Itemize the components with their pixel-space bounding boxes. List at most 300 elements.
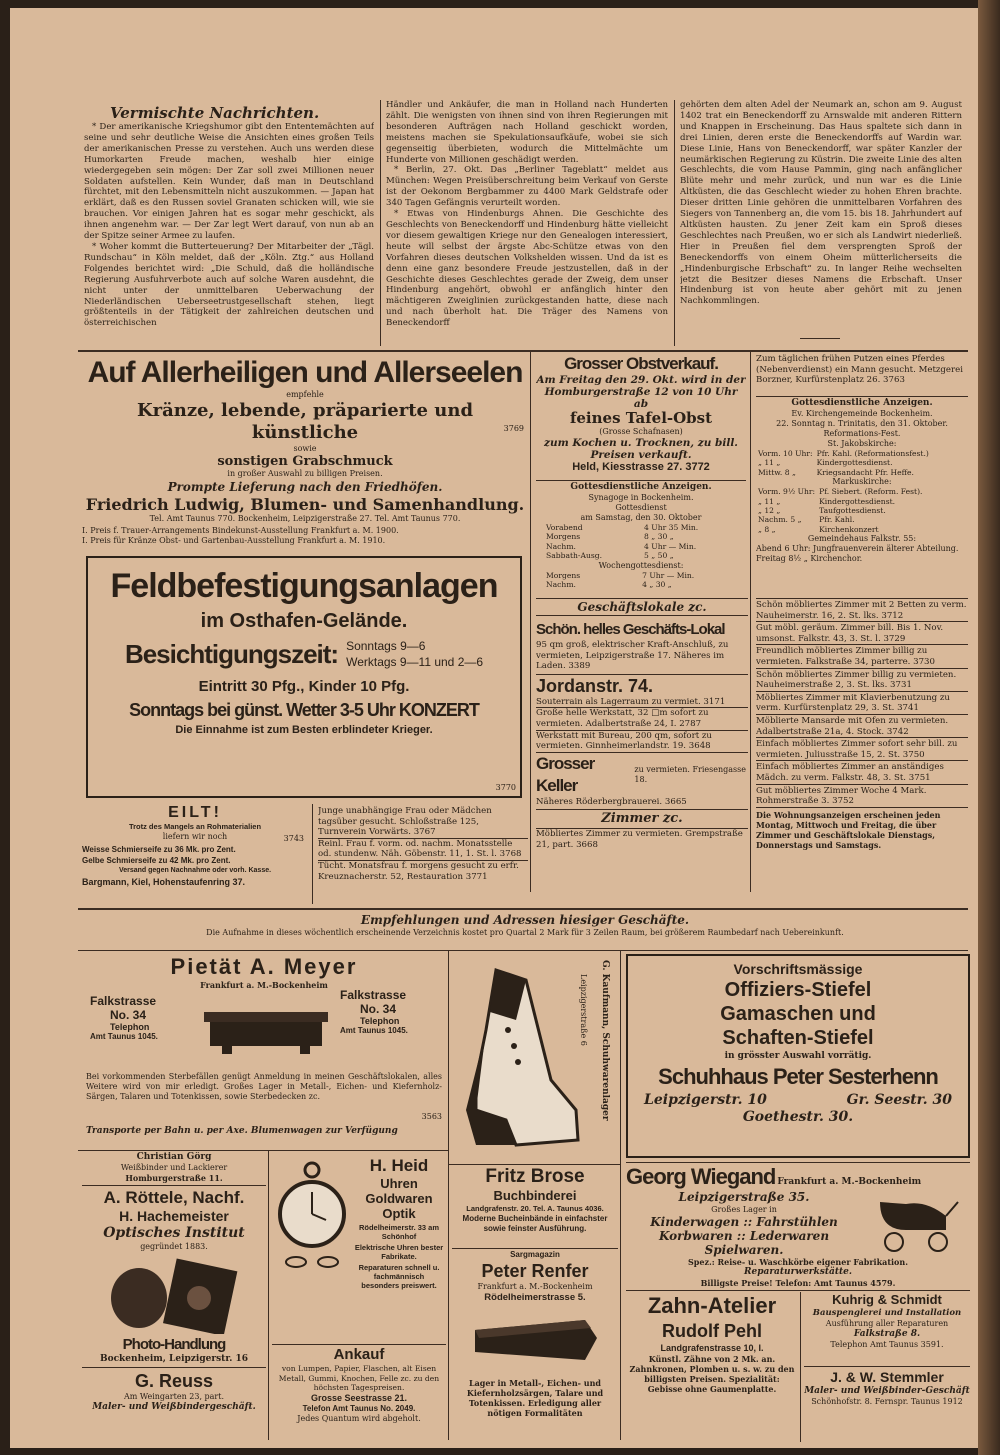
- ad-text: No. 34: [110, 1008, 147, 1022]
- ad-text: Maler- und Weißbinder-Geschäft: [804, 1386, 970, 1396]
- table-cell: Vorm. 10 Uhr:: [758, 449, 813, 458]
- ad-number: 3768: [499, 849, 522, 860]
- table-cell: Pfr. Kahl. (Reformationsfest.): [816, 449, 929, 458]
- table-row: [544, 532, 700, 541]
- ad-eilt: [82, 804, 308, 906]
- ad-divider: [536, 480, 746, 481]
- table-cell: „ 8 „: [758, 524, 776, 534]
- ad-text: 95 qm groß, elektrischer Kraft-Anschluß, zu vermieten, Leipzigerstraße 17. Näheres im Laden.: [536, 640, 729, 672]
- ad-address: Falkstraße 8.: [853, 1328, 921, 1339]
- ad-text: liefern wir noch: [162, 831, 228, 841]
- column-divider: [448, 1150, 449, 1440]
- room-listings: [756, 598, 968, 894]
- schedule-table: [544, 523, 700, 561]
- ad-heid: [272, 1152, 446, 1342]
- table-row: [756, 497, 924, 506]
- ad-divider: [272, 1344, 446, 1345]
- ad-divider: [804, 1366, 970, 1367]
- ad-text: Gut möbliertes Zimmer Woche 4 Mark. Rohmerstraße 3.: [756, 785, 927, 807]
- table-row: [756, 506, 924, 515]
- ad-text: Näheres Röderbergbrauerei.: [536, 796, 663, 807]
- ad-award: I. Preis für Kränze Obst- und Gartenbau-Ausstellung Frankfurt a. M. 1910.: [82, 536, 386, 545]
- table-cell: Vorabend: [546, 523, 583, 532]
- table-cell: 5 „ 50 „: [644, 551, 674, 561]
- ad-text: Amt Taunus 1045.: [340, 1026, 408, 1035]
- ad-hours: [346, 638, 483, 670]
- ad-divider: [626, 1162, 970, 1163]
- ad-divider: [82, 1367, 266, 1368]
- ad-text: Souterrain als Lagerraum zu vermiet.: [536, 696, 701, 707]
- ad-title: Gottesdienstliche Anzeigen.: [570, 482, 712, 492]
- ad-left-address: [90, 994, 158, 1041]
- news-column-1: [84, 122, 374, 348]
- ad-text: Telephon: [360, 1016, 400, 1026]
- coffin-icon: [465, 1308, 605, 1374]
- ad-text: Sonntags bei günst. Wetter 3-5 Uhr KONZERT: [129, 700, 479, 720]
- ad-text: Optik: [382, 1206, 416, 1221]
- camera-icon: [99, 1254, 249, 1334]
- ad-text: Telephon: [110, 1022, 150, 1032]
- ad-text: Sonntags 9—6: [346, 639, 426, 653]
- coffin-icon: [202, 1006, 332, 1058]
- column-divider: [750, 352, 751, 892]
- boot-icon: [456, 960, 586, 1160]
- ad-title: Fritz Brose: [485, 1166, 585, 1187]
- ad-text: Telephon Amt Taunus 3591.: [830, 1339, 944, 1349]
- table-cell: 4 Uhr — Min.: [644, 541, 697, 551]
- ad-number: 3563: [421, 1112, 442, 1121]
- ad-number: 3772: [685, 461, 710, 473]
- ad-besichtigung: [88, 638, 520, 670]
- table-cell: 7 Uhr — Min.: [642, 570, 695, 580]
- ad-number: 3743: [283, 834, 304, 843]
- ad-body: [626, 1190, 862, 1257]
- table-row: [544, 542, 700, 551]
- ad-text: Möbliertes Zimmer mit Klavierbenutzung zu verm. Kurfürstenplatz 29, 3. St.: [756, 692, 950, 714]
- table-cell: Kriegsandacht Pfr. Heffe.: [816, 467, 914, 477]
- news-paragraph: gehörten dem alten Adel der Neumark an, schon am 9. August 1402 trat ein Beneckendorff zu Arnswalde mit anderen Rittern und Knappen in Erscheinung. Das Haus spaltete sich dann in drei Linien, deren erste die Beneckendorffs auf Wardin war. Diese Linie, Hans von Beneckendorff, war später Kanzler der neumärkischen Regierung zu Küstrin. Die zweite Linie des alten Geschlechts, die vom Hause Pammin, ging nach anfänglicher Blüte mehr und mehr zurück, und nun war es die Linie Altküsten, die das Geschlecht wieder zu hohen Ehren brachte. Dieser dritten Linie gehören die unmittelbaren Vorfahren des Siegers von Tannenberg an, die vom 15. bis 18. Jahrhundert auf Altküsten hausten. Zu jener Zeit kam ein Sproß dieses Geschlechtes nach Preußen, wo er sich als Landwirt niederließ. Hier in Preußen fiel dem versprengten Sproß der Beneckendorffs von einem Oheim mütterlicherseits die „Hindenburgische Erbschaft“ zu. In langer Reihe wechselten jetzt die Besitzer dieses Namens die Erbschaft. Unser Hindenburg ist von heute aber gehört mit zu jenen Nachkommlingen.: [680, 100, 962, 307]
- ad-address: Leipzigerstraße 35.: [678, 1190, 810, 1204]
- list-item: [756, 644, 968, 667]
- ad-text: Besichtigungszeit:: [124, 639, 339, 669]
- ad-text: Freitag 8½ „ Kirchenchor.: [756, 554, 863, 564]
- ad-divider: [756, 396, 968, 397]
- ad-synagoge: [536, 482, 746, 594]
- ad-text: Junge unabhängige Frau oder Mädchen tagsüber gesucht. Schloßstraße 125, Turnverein Vorwärts.: [318, 806, 492, 838]
- ad-text: Eintritt 30 Pfg., Kinder 10 Pfg.: [198, 678, 410, 695]
- ad-title: Jordanstr. 74.: [536, 674, 748, 697]
- news-column-3: [680, 100, 962, 332]
- news-paragraph: Händler und Ankäufer, die man in Holland nach Hunderten zählt. Die wenigsten von ihnen sind von ihren Regierungen mit besonderen Aufträgen nach Holland geschickt worden, meistens machen sie Spekulationsaufkäufe, wobei sie sich gegenseitig überbieten, wodurch die Mittelmächte um Hunderte von Millionen geschädigt werden.: [386, 100, 668, 165]
- ad-number: 3729: [883, 633, 906, 644]
- ad-number: 3767: [413, 827, 436, 838]
- ad-text: Gut möbl. geräum. Zimmer bill. Bis 1. Nov. umsonst. Falkstr. 43, 3. St. l.: [756, 623, 944, 644]
- ad-address: Am Weingarten 23, part.: [123, 1392, 225, 1401]
- ad-title: Grosser Keller: [536, 753, 595, 795]
- ad-text: Falkstrasse: [90, 994, 157, 1008]
- ad-address: Gr. Seestr. 30: [846, 1092, 952, 1108]
- ad-text: Jedes Quantum wird abgeholt.: [297, 1413, 421, 1423]
- ad-divider: [452, 1248, 618, 1249]
- table-row: [756, 458, 931, 467]
- ad-gottesdienst: [756, 398, 968, 594]
- list-item: [756, 760, 968, 783]
- ad-text: sowie: [293, 444, 317, 453]
- ad-title: Zahn-Atelier: [647, 1293, 777, 1318]
- ad-text: Reinl. Frau f. vorm. od. nachm. Monatsstelle od. stundenw. Näh. Göbenstr. 11, 1. St. l.: [318, 838, 513, 860]
- ad-divider: [448, 1164, 620, 1165]
- ad-text: Vorschriftsmässige: [733, 961, 863, 977]
- ad-text: Werkstatt mit Bureau, 200 qm, sofort zu vermieten. Ginnheimerlandstr. 19.: [536, 730, 712, 752]
- ad-title: Christian Görg: [136, 1152, 212, 1162]
- ad-text: Zum täglichen frühen Putzen eines Pferdes (Nebenverdienst) ein Mann gesucht. Metzgerei Borzner, Kurfürstenplatz 26.: [756, 354, 963, 386]
- ad-text: [536, 640, 748, 672]
- list-item: [756, 784, 968, 807]
- news-paragraph: * Woher kommt die Butterteuerung? Der Mitarbeiter der „Tägl. Rundschau“ in Köln meldet, daß der „Köln. Ztg.“ aus Holland Folgendes berichtet wird: „Die Schuld, daß die holländische Regierung Ausfuhrverbote auch auf solche Waren ausdehnt, die nicht unter der unmittelbaren Ueberwachung der Niederländischen Ueberseetrustgesellschaft stehen, liegt größtenteils in der Tätigkeit der zahlreichen deutschen und österreichischen: [84, 241, 374, 329]
- table-cell: 4 „ 30 „: [642, 580, 672, 590]
- ad-number: 3769: [503, 424, 524, 433]
- ad-text: [536, 829, 748, 850]
- table-cell: Kindergottesdienst.: [819, 496, 896, 506]
- table-row: [544, 580, 696, 589]
- column-divider: [380, 100, 381, 346]
- ad-text: empfehle: [286, 390, 324, 399]
- ad-award: I. Preis f. Trauer-Arrangements Bindekunst-Ausstellung Frankfurt a. M. 1900.: [82, 526, 399, 535]
- ad-text: Freundlich möbliertes Zimmer billig zu vermieten. Falkstraße 34, parterre.: [756, 646, 928, 667]
- ad-text: Weisse Schmierseife zu 36 Mk. pro Zent.: [82, 844, 236, 854]
- ad-number: 3771: [465, 871, 488, 882]
- ad-title: Auf Allerheiligen und Allerseelen: [87, 356, 523, 389]
- ad-text: in großer Auswahl zu billigen Preisen.: [227, 469, 383, 478]
- ad-text: Kinderwagen :: Fahrstühlen: [650, 1215, 838, 1229]
- ad-lieferung: Prompte Lieferung nach den Friedhöfen.: [167, 480, 443, 494]
- list-item: [756, 691, 968, 714]
- list-item: [318, 838, 528, 860]
- ad-brose: [452, 1166, 618, 1248]
- ad-title: Ankauf: [333, 1346, 385, 1363]
- ad-text: 22. Sonntag n. Trinitatis, den 31. Oktober.: [776, 419, 948, 428]
- ad-text: von Lumpen, Papier, Flaschen, alt Eisen Metall, Gummi, Knochen, Felle zc. zu den höchsten Tagespreisen.: [278, 1364, 440, 1393]
- ad-text: [536, 797, 748, 808]
- ad-address: Goethestr. 30.: [742, 1109, 854, 1125]
- section-divider: [78, 350, 968, 352]
- ad-addresses: [628, 1092, 968, 1108]
- ad-text: Optisches Institut: [103, 1225, 245, 1241]
- ad-title: Grosser Obstverkauf.: [564, 354, 718, 373]
- ad-text: Bei vorkommenden Sterbefällen genügt Anmeldung in meinen Geschäftslokalen, alles Weitere wird von mir erledigt. Großes Lager in Metall-, Eichen- und Kiefernholz-Särgen, Talaren und Totenkissen, sowie Sterbedecken zc.: [86, 1072, 442, 1101]
- section-title: Zimmer zc.: [536, 809, 748, 829]
- ad-text: Uhren: [380, 1176, 418, 1191]
- ad-text: [536, 707, 748, 729]
- ad-text: Reparaturen schnell u. fachmännisch besonders preiswert.: [358, 1263, 440, 1290]
- ad-title: Schön. helles Geschäfts-Lokal: [536, 621, 725, 638]
- ad-vertical-text: G. Kaufmann, Schuhwarenlager: [600, 960, 610, 1121]
- news-paragraph: * Berlin, 27. Okt. Das „Berliner Tageblatt“ meldet aus München: Wegen Preisüberschreitung beim Verkauf von Gerste ist der Oekonom Bergbammer zu 4400 Mark Geldstrafe oder 340 Tagen Gefängnis verurteilt worden.: [386, 165, 668, 209]
- ad-obstverkauf: [536, 354, 746, 480]
- ad-feldbefestigung: [86, 556, 522, 798]
- rooms-note: Die Wohnungsanzeigen erscheinen jeden Montag, Mittwoch und Freitag, die über Zimmer und Geschäftslokale Dienstags, Donnerstags und Samstags.: [756, 807, 968, 850]
- ad-text: Trotz des Mangels an Rohmaterialien: [128, 822, 262, 831]
- schedule-table: [756, 487, 924, 534]
- ad-text: Gelbe Schmierseife zu 42 Mk. pro Zent.: [82, 855, 231, 865]
- ad-text: [536, 697, 748, 708]
- ad-number: 3763: [883, 375, 905, 386]
- ad-kaufmann: [452, 954, 618, 1164]
- ad-text: Reparaturwerkstätte.: [743, 1267, 853, 1277]
- column-divider: [800, 1292, 801, 1442]
- ad-text: Billigste Preise! Telefon: Amt Taunus 4579.: [700, 1278, 896, 1288]
- table-cell: 8 „ 30 „: [644, 532, 674, 542]
- ad-text: Tücht. Monatsfrau f. morgens gesucht zu erfr. Kreuznacherstr. 52, Restauration: [318, 860, 519, 882]
- ad-company: Schuhhaus Peter Sesterhenn: [658, 1064, 938, 1089]
- ad-text: Sargmagazin: [510, 1250, 560, 1259]
- ad-title: Pietät A. Meyer: [170, 954, 358, 979]
- table-cell: Morgens: [546, 532, 581, 542]
- ad-text: Große helle Werkstatt, 32 □m sofort zu vermieten. Adalbertstraße 24, I.: [536, 708, 709, 729]
- ad-address: Rödelheimerstrasse 5.: [484, 1292, 586, 1303]
- section-divider: [78, 908, 968, 910]
- ad-address: Homburgerstraße 11.: [125, 1173, 223, 1183]
- ad-stemmler: [804, 1368, 970, 1442]
- ad-text: Frankfurt a. M.-Bockenheim: [777, 1177, 922, 1187]
- ad-text: Schön möbliertes Zimmer billig zu vermieten. Nauheimerstraße 2, 3. St. lks.: [756, 669, 957, 691]
- ad-text: Möblierte Mansarde mit Ofen zu vermieten. Adalbertstraße 21a, 4. Stock.: [756, 715, 949, 737]
- table-cell: Pfr. Kahl.: [819, 515, 855, 525]
- table-row: [544, 523, 700, 532]
- ad-title: Rudolf Pehl: [662, 1321, 762, 1341]
- ad-text: Markuskirche:: [832, 477, 892, 487]
- table-cell: Taufgottesdienst.: [819, 506, 886, 516]
- ad-text: Falkstrasse: [340, 988, 407, 1002]
- table-cell: Kirchenkonzert: [819, 524, 879, 534]
- ad-text: Spielwaren.: [704, 1243, 784, 1257]
- ad-title: Offiziers-Stiefel: [724, 979, 872, 1001]
- ad-text: Künstl. Zähne von 2 Mk. an. Zahnkronen, Plomben u. s. w. zu den billigsten Preisen. Spezialität: Gebisse ohne Gaumenplatte.: [629, 1354, 795, 1394]
- small-ads: [318, 806, 528, 904]
- book-edge: [978, 0, 1000, 1455]
- ad-title: EILT!: [168, 804, 222, 821]
- table-row: [756, 449, 931, 458]
- ad-text: zum Kochen u. Trocknen, zu bill. Preisen verkauft.: [544, 437, 738, 461]
- schedule-table: [544, 571, 696, 590]
- newspaper-page: [10, 8, 978, 1448]
- table-cell: „ 11 „: [758, 458, 781, 468]
- news-column-2: [386, 100, 668, 348]
- ad-kraenze: Kränze, lebende, präparierte und künstliche: [136, 400, 474, 443]
- table-cell: „ 12 „: [758, 506, 781, 516]
- news-paragraph: * Der amerikanische Kriegshumor gibt den Ententemächten auf seine und sehr deutliche Weise die Ansichten eines großen Teils der amerikanischen Presse zu verstehen. Auch uns werden diese Humorkarten Freude machen, weshalb hier einige wiedergegeben sein mögen: Der Zar soll zwei Millionen neuer Soldaten aufstellen. Kein Wunder, daß man in Deutschland fürchtet, mit den Lebensmitteln nicht auszukommen. — Japan hat erklärt, daß es den Russen soviel Granaten schicken will, wie sie brauchen. Vor einigen Jahren hat es sogar mehr geschickt, als ihnen angenehm war. — Der Zar legt Wert darauf, von nun ab an der Spitze seiner Armee zu laufen.: [84, 122, 374, 242]
- ad-number: 3171: [703, 696, 726, 707]
- ad-text: Ev. Kirchengemeinde Bockenheim.: [791, 409, 933, 418]
- ad-title: H. Heid: [369, 1156, 429, 1175]
- ad-text: Frankfurt a. M.-Bockenheim: [477, 1282, 593, 1291]
- table-row: [756, 468, 931, 477]
- list-item: [756, 598, 968, 621]
- list-item: [318, 860, 528, 882]
- ad-number: 3730: [913, 656, 935, 667]
- ad-title: Peter Renfer: [481, 1261, 589, 1281]
- ad-kuhrig: [804, 1292, 970, 1364]
- ad-divider: [82, 1185, 266, 1186]
- ad-text: Schön möbliertes Zimmer mit 2 Betten zu verm. Nauheimerstr. 16, 2. St. lks.: [756, 600, 967, 621]
- ad-number: 3668: [576, 839, 598, 850]
- table-cell: Vorm. 9½ Uhr:: [758, 487, 816, 497]
- table-row: [544, 571, 696, 580]
- ad-text: Frankfurt a. M.-Bockenheim: [200, 980, 328, 990]
- table-cell: Kindergottesdienst.: [816, 458, 893, 468]
- ad-text: am Samstag, den 30. Oktober: [580, 513, 702, 522]
- ad-text: Gottesdienst: [615, 503, 667, 512]
- ad-text: Bauspenglerei und Installation: [812, 1308, 962, 1318]
- ad-sesterhenn: [626, 954, 970, 1158]
- ad-title: G. Reuss: [134, 1371, 214, 1391]
- ad-text: Gemeindehaus Falkstr. 55:: [807, 534, 917, 544]
- list-item: [756, 737, 968, 760]
- ad-number: 3770: [495, 783, 516, 792]
- column-divider: [448, 950, 449, 1164]
- ad-text: Großes Lager in: [711, 1205, 777, 1214]
- ad-wiegand: [626, 1164, 970, 1288]
- ad-text: Synagoge in Bockenheim.: [588, 493, 694, 502]
- pram-icon: [866, 1194, 962, 1254]
- ad-title: Schaften-Stiefel: [722, 1027, 874, 1049]
- ad-title: Feldbefestigungsanlagen: [110, 567, 498, 605]
- ad-text: Werktags 9—11 und 2—6: [346, 655, 484, 669]
- ad-text: Weißbinder und Lackierer: [120, 1163, 228, 1172]
- ad-text: [536, 461, 746, 474]
- ad-number: 3751: [908, 772, 931, 783]
- section-divider: [78, 950, 968, 951]
- ad-number: 3741: [897, 703, 919, 714]
- ad-text: (Grosse Schafnasen): [599, 427, 683, 436]
- ad-title: Gamaschen und: [720, 1003, 876, 1025]
- list-item: [756, 714, 968, 737]
- ad-text: Lager in Metall-, Eichen- und Kiefernholzsärgen, Talare und Totenkissen. Erledigung aller nötigen Formalitäten: [466, 1378, 604, 1418]
- ad-keller: [536, 752, 748, 797]
- ad-text: Wochengottesdienst:: [598, 560, 684, 570]
- ad-title: Photo-Handlung: [122, 1336, 226, 1353]
- table-cell: 4 Uhr 35 Min.: [644, 523, 699, 532]
- ad-address: Tel. Amt Taunus 770. Bockenheim, Leipzigerstraße 27. Tel. Amt Taunus 770.: [149, 514, 461, 523]
- ad-number: 3731: [890, 680, 912, 691]
- ad-geschaeftslokale: [536, 598, 748, 894]
- table-cell: Mittw. 8 „: [758, 467, 796, 477]
- ad-address: Bockenheim, Leipzigerstr. 16: [99, 1354, 249, 1364]
- ad-text: Telefon Amt Taunus No. 2049.: [302, 1403, 416, 1413]
- ad-text: Ausführung aller Reparaturen: [825, 1318, 949, 1328]
- ad-subtitle: im Osthafen-Gelände.: [200, 610, 408, 632]
- ad-text: Amt Taunus 1045.: [90, 1032, 158, 1041]
- ad-title: Kuhrig & Schmidt: [832, 1292, 942, 1307]
- ad-text: in grösster Auswahl vorrätig.: [724, 1051, 872, 1061]
- column-divider: [268, 1150, 269, 1440]
- directory-header: [82, 912, 968, 948]
- ad-allerheiligen: [82, 354, 528, 550]
- ad-text: Abend 6 Uhr: Jungfrauenverein älterer Abteilung.: [756, 544, 959, 554]
- pocket-watch-icon: [276, 1158, 348, 1268]
- ad-renfer: [452, 1250, 618, 1442]
- ad-text: Korbwaren :: Lederwaren: [658, 1229, 830, 1243]
- table-cell: Nachm.: [546, 541, 576, 551]
- section-title: Geschäftslokale zc.: [536, 598, 748, 616]
- ad-text: gegründet 1883.: [140, 1242, 208, 1251]
- ad-grabschmuck: sonstigen Grabschmuck: [217, 454, 393, 469]
- schedule-table: [756, 449, 931, 477]
- ad-number: 3752: [832, 796, 854, 807]
- table-cell: „ 11 „: [758, 496, 781, 506]
- table-row: [756, 515, 924, 524]
- ad-text: Die Einnahme ist zum Besten erblindeter Krieger.: [175, 724, 433, 736]
- ad-text: Maler- und Weißbindergeschäft.: [92, 1402, 256, 1412]
- end-rule: [800, 338, 840, 339]
- ad-ankauf: [272, 1346, 446, 1442]
- ad-text: No. 34: [360, 1002, 397, 1016]
- table-cell: Nachm.: [546, 580, 576, 590]
- ad-address: Held, Kiesstrasse 27.: [572, 461, 683, 473]
- ad-text: Goldwaren: [365, 1191, 433, 1206]
- ad-number: 3665: [664, 796, 687, 807]
- ad-meyer: [82, 954, 446, 1150]
- ad-number: 3389: [568, 661, 591, 672]
- ad-number: 3750: [902, 749, 925, 760]
- list-item: [318, 806, 528, 838]
- ad-heid-text: [354, 1156, 444, 1290]
- table-row: [756, 525, 924, 534]
- ad-column-left: [82, 1152, 266, 1442]
- ad-text: Am Freitag den 29. Okt. wird in der Homburgerstraße 12 von 10 Uhr ab: [536, 374, 746, 410]
- ad-address: Rödelheimerstr. 33 am Schönhof: [358, 1223, 440, 1241]
- column-divider: [312, 804, 313, 904]
- ad-number: 2787: [679, 718, 702, 729]
- ad-title: Gottesdienstliche Anzeigen.: [791, 398, 933, 408]
- news-heading: Vermischte Nachrichten.: [110, 104, 320, 122]
- ad-text: H. Hachemeister: [119, 1208, 229, 1224]
- ad-text: Einfach möbliertes Zimmer an anständiges Mädch. zu verm. Falkstr. 48, 3. St.: [756, 762, 944, 783]
- ad-title: Georg Wiegand: [626, 1164, 776, 1189]
- table-cell: Nachm. 5 „: [758, 515, 802, 525]
- list-item: [756, 621, 968, 644]
- ad-divider: [626, 1290, 970, 1291]
- ad-text: Möbliertes Zimmer zu vermieten. Grempstraße 21, part.: [536, 829, 743, 850]
- ad-divider: [78, 1150, 448, 1151]
- ad-text: Buchbinderei: [493, 1188, 577, 1203]
- ad-title: A. Röttele, Nachf.: [103, 1188, 245, 1207]
- table-cell: Morgens: [546, 570, 581, 580]
- ad-text: Spez.: Reise- u. Waschkörbe eigener Fabrikation.: [687, 1257, 908, 1267]
- ad-pehl: [626, 1292, 798, 1442]
- section-subtitle: Die Aufnahme in dieses wöchentlich erscheinende Verzeichnis kostet pro Quartal 2 Mark für 3 Zeilen Raum, bei größerem Raumbedarf nach Uebereinkunft.: [206, 928, 844, 937]
- ad-address: Schönhofstr. 8. Fernspr. Taunus 1912: [811, 1397, 963, 1406]
- ad-header: [626, 1164, 970, 1190]
- ad-text: Einfach möbliertes Zimmer sofort sehr bill. zu vermieten. Juliusstraße 15, 2. St.: [756, 739, 958, 760]
- ad-company: Friedrich Ludwig, Blumen- und Samenhandlung.: [85, 495, 525, 514]
- ad-text: Moderne Bucheinbände in einfachster sowie feinster Ausführung.: [462, 1213, 608, 1233]
- ad-text: Reformations-Fest.: [823, 429, 901, 438]
- ad-address: Grosse Seestrasse 21.: [310, 1392, 408, 1403]
- ad-pferd: [756, 354, 968, 394]
- table-cell: Sabbath-Ausg.: [546, 551, 603, 561]
- ad-text: Transporte per Bahn u. per Axe. Blumenwagen zur Verfügung: [86, 1126, 398, 1136]
- ad-text: feines Tafel-Obst: [569, 409, 713, 427]
- news-paragraph: * Etwas von Hindenburgs Ahnen. Die Geschichte des Geschlechts von Beneckendorff und Hindenburg hätte vielleicht vor diesem gewaltigen Kriege nur den Genealogen interessiert, heute will selbst der ärgste Abc-Schütze etwas von den Vorfahren dieses deutschen Volkshelden wissen. Und da ist es denn eine ganz besondere Freude jestzustellen, daß in der Geschichte dieses Geschlechtes gerade der Zweig, dem unser Hindenburg angehört, obwohl er anfänglich hinter den mächtigeren Zweiglinien zurückgestanden hatte, diese nach und nach überholt hat. Die Träger des Namens von Beneckendorff: [386, 209, 668, 329]
- ad-number: 3648: [688, 741, 711, 752]
- column-divider: [530, 352, 531, 892]
- ad-number: 3742: [886, 726, 909, 737]
- ad-text: [536, 730, 748, 752]
- ad-text: St. Jakobskirche:: [827, 439, 897, 448]
- ad-address: Landgrafenstr. 20. Tel. A. Taunus 4036.: [466, 1204, 604, 1213]
- ad-address: Bargmann, Kiel, Hohenstaufenring 37.: [82, 876, 246, 887]
